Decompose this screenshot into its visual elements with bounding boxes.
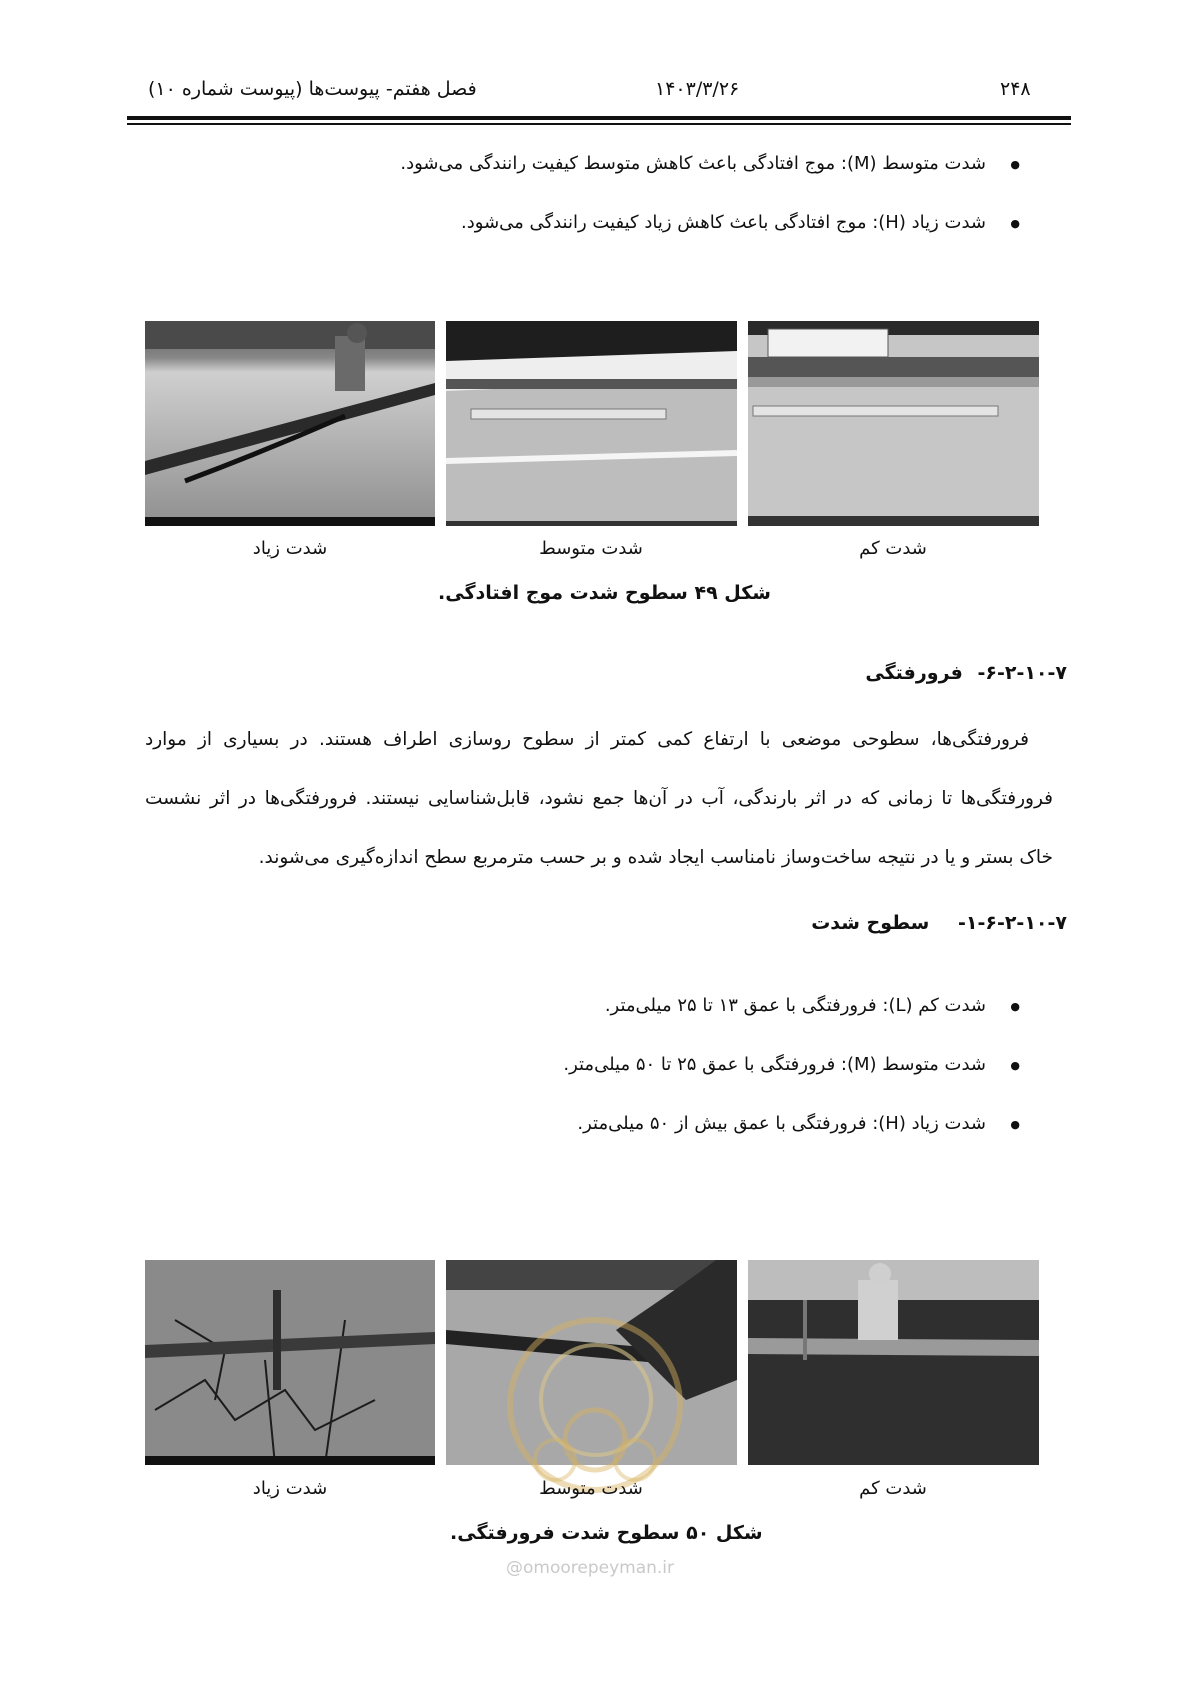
section-title: فرورفتگی bbox=[865, 662, 963, 684]
section-number: ۶-۲-۱۰-۷- bbox=[977, 662, 1067, 684]
section-number: ۱-۶-۲-۱۰-۷- bbox=[957, 912, 1067, 934]
list-item: ● شدت زیاد (H): فرورفتگی با عمق بیش از ۵۰ میلی‌متر. bbox=[577, 1113, 986, 1134]
paragraph-line: خاک بستر و یا در نتیجه ساخت‌وساز نامناسب ایجاد شده و بر حسب مترمربع سطح اندازه‌گیری می‌شوند. bbox=[258, 847, 1053, 868]
photo-depression-low bbox=[748, 1260, 1039, 1465]
caption-high-severity: شدت زیاد bbox=[252, 1478, 328, 1499]
list-item: ● شدت متوسط (M): موج افتادگی باعث کاهش متوسط کیفیت رانندگی می‌شود. bbox=[400, 153, 986, 174]
caption-high-severity: شدت زیاد bbox=[252, 538, 328, 559]
paragraph-depression bbox=[145, 710, 1053, 887]
header-chapter: فصل هفتم- پیوست‌ها (پیوست شماره ۱۰) bbox=[148, 78, 477, 100]
caption-medium-severity: شدت متوسط bbox=[539, 538, 643, 559]
section-heading-severity-levels bbox=[811, 912, 1067, 934]
section-heading-depression bbox=[865, 662, 1067, 684]
paragraph-line: فرورفتگی‌ها، سطوحی موضعی با ارتفاع کمی کمتر از سطوح روسازی اطراف هستند. در بسیاری از موارد bbox=[145, 729, 1029, 750]
figure-50-title: شکل ۵۰ سطوح شدت فرورفتگی. bbox=[450, 1522, 763, 1544]
page-number: ۲۴۸ bbox=[1000, 78, 1031, 100]
caption-low-severity: شدت کم bbox=[859, 1478, 927, 1499]
header-rule-thick bbox=[127, 116, 1071, 120]
photo-corrugation-low bbox=[748, 321, 1039, 526]
header-date: ۱۴۰۳/۳/۲۶ bbox=[655, 78, 740, 100]
figure-49-title: شکل ۴۹ سطوح شدت موج افتادگی. bbox=[438, 582, 771, 604]
paragraph-line: فرورفتگی‌ها تا زمانی که در اثر بارندگی، آب در آن‌ها جمع نشود، قابل‌شناسایی نیستند. فرورفتگی‌ها در اثر نشست bbox=[145, 788, 1053, 809]
list-item: ● شدت کم (L): فرورفتگی با عمق ۱۳ تا ۲۵ میلی‌متر. bbox=[605, 995, 986, 1016]
section-title: سطوح شدت bbox=[811, 912, 930, 934]
list-item: ● شدت زیاد (H): موج افتادگی باعث کاهش زیاد کیفیت رانندگی می‌شود. bbox=[461, 212, 986, 233]
watermark-site: @omoorepeyman.ir bbox=[506, 1558, 675, 1578]
caption-medium-severity: شدت متوسط bbox=[539, 1478, 643, 1499]
list-item: ● شدت متوسط (M): فرورفتگی با عمق ۲۵ تا ۵۰ میلی‌متر. bbox=[563, 1054, 986, 1075]
header-rule-thin bbox=[127, 123, 1071, 125]
photo-corrugation-medium bbox=[446, 321, 737, 526]
photo-depression-high bbox=[145, 1260, 435, 1465]
photo-corrugation-high bbox=[145, 321, 435, 526]
caption-low-severity: شدت کم bbox=[859, 538, 927, 559]
